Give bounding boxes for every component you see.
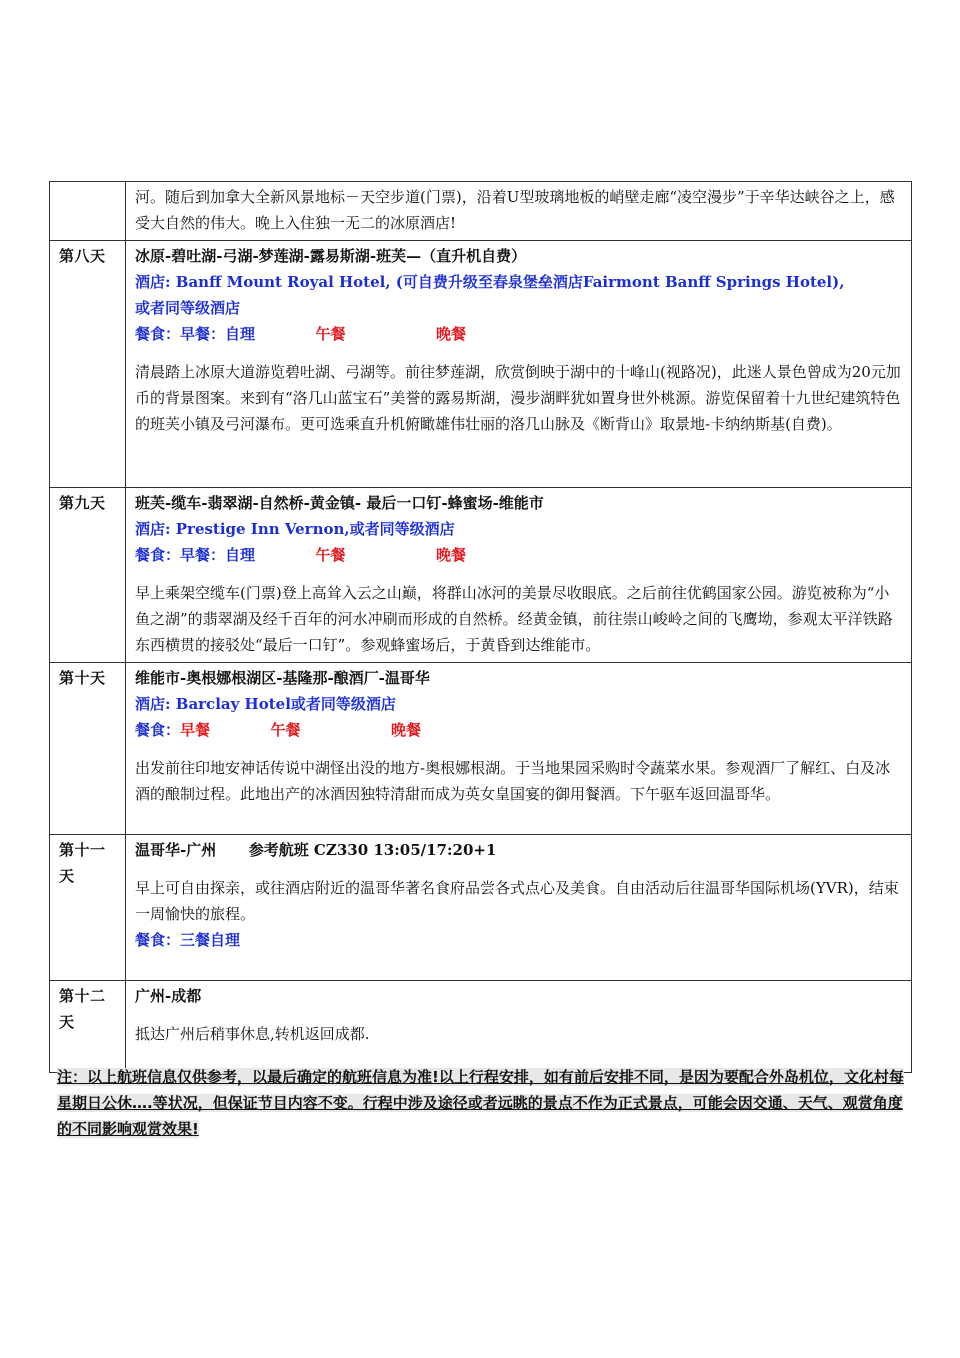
day-content [126, 241, 912, 488]
dinner-label: 晚餐 [435, 325, 466, 343]
day-content [126, 981, 912, 1073]
day-content [126, 663, 912, 835]
day-label: 第十二天 [50, 981, 126, 1073]
hotel-line: 酒店: Barclay Hotel或者同等级酒店 [135, 695, 396, 713]
day-content [126, 835, 912, 981]
flight-info: 参考航班 CZ330 13:05/17:20+1 [248, 841, 497, 859]
breakfast-label: 早餐 [180, 721, 211, 739]
route-title: 维能市-奥根娜根湖区-基隆那-酿酒厂-温哥华 [135, 669, 430, 687]
lunch-label: 午餐 [315, 325, 346, 343]
day-description [135, 755, 903, 807]
hotel-line: 酒店: Banff Mount Royal Hotel, (可自费升级至春泉堡垒酒店Fairmont Banff Springs Hotel), [135, 273, 845, 291]
route-title: 冰原-碧吐湖-弓湖-梦莲湖-露易斯湖-班芙—（直升机自费） [135, 247, 527, 265]
day-row-10 [50, 663, 912, 835]
day-row-11 [50, 835, 912, 981]
day-label: 第十一天 [50, 835, 126, 981]
route-title: 广州-成都 [135, 987, 202, 1005]
hotel-line-2: 或者同等级酒店 [135, 299, 241, 317]
day-label: 第八天 [50, 241, 126, 488]
dinner-label: 晚餐 [390, 721, 421, 739]
day-description [135, 1021, 903, 1047]
itinerary-page [49, 181, 911, 1073]
day-cell-empty [50, 182, 126, 241]
day-label: 第九天 [50, 488, 126, 663]
lunch-label: 午餐 [315, 546, 346, 564]
day-description [135, 359, 903, 437]
continued-text: 河。随后到加拿大全新风景地标－天空步道(门票)，沿着U型玻璃地板的峭壁走廊“凌空漫步”于辛华达峡谷之上，感受大自然的伟大。晚上入住独一无二的冰原酒店! [135, 188, 895, 232]
day-row-9 [50, 488, 912, 663]
description-text: 出发前往印地安神话传说中湖怪出没的地方-奥根娜根湖。于当地果园采购时令蔬菜水果。参观酒厂了解红、白及冰酒的酿制过程。此地出产的冰酒因独特清甜而成为英女皇国宴的御用餐酒。下午驱车返回温哥华。 [135, 759, 891, 803]
day-label: 第十天 [50, 663, 126, 835]
meal-line [135, 542, 903, 568]
footer-note [57, 1064, 917, 1142]
route-title [135, 837, 903, 863]
day-description [135, 580, 903, 658]
route-text: 温哥华-广州 [135, 841, 217, 859]
description-text: 抵达广州后稍事休息,转机返回成都. [135, 1025, 370, 1043]
day-description [135, 875, 903, 927]
description-text: 早上可自由探亲，或往酒店附近的温哥华著名食府品尝各式点心及美食。自由活动后往温哥华国际机场(YVR)，结束一周愉快的旅程。 [135, 879, 899, 923]
lunch-label: 午餐 [270, 721, 301, 739]
hotel-line: 酒店: Prestige Inn Vernon,或者同等级酒店 [135, 520, 455, 538]
meal-line [135, 321, 903, 347]
meal-label: 餐食： [135, 721, 181, 739]
description-text: 早上乘架空缆车(门票)登上高耸入云之山巅，将群山冰河的美景尽收眼底。之后前往优鹤国家公园。游览被称为“小鱼之湖”的翡翠湖及经千百年的河水冲刷而形成的自然桥。经黄金镇，前往崇山峻岭之间的飞鹰坳，参观太平洋铁路东西横贯的接驳处“最后一口钉”。参观蜂蜜场后，于黄昏到达维能市。 [135, 584, 893, 654]
continued-row [50, 182, 912, 241]
day-content [126, 488, 912, 663]
day-row-8 [50, 241, 912, 488]
footer-note-text: 注：以上航班信息仅供参考，以最后确定的航班信息为准!以上行程安排，如有前后安排不同，是因为要配合外岛机位，文化村每星期日公休….等状况，但保证节目内容不变。行程中涉及途径或者远眺的景点不作为正式景点，可能会因交通、天气、观赏角度的不同影响观赏效果! [57, 1068, 904, 1138]
meal-line [135, 717, 903, 743]
route-title: 班芙-缆车-翡翠湖-自然桥-黄金镇- 最后一口钉-蜂蜜场-维能市 [135, 494, 544, 512]
dinner-label: 晚餐 [435, 546, 466, 564]
meal-label: 餐食：早餐：自理 [135, 325, 256, 343]
meal-note: 餐食：三餐自理 [135, 931, 241, 949]
meal-label: 餐食：早餐：自理 [135, 546, 256, 564]
itinerary-table [49, 181, 912, 1073]
description-text: 清晨踏上冰原大道游览碧吐湖、弓湖等。前往梦莲湖，欣赏倒映于湖中的十峰山(视路况)，此迷人景色曾成为20元加币的背景图案。来到有“洛几山蓝宝石”美誉的露易斯湖，漫步湖畔犹如置身世外桃源。游览保留着十九世纪建筑特色的班芙小镇及弓河瀑布。更可选乘直升机俯瞰雄伟壮丽的洛几山脉及《断背山》取景地-卡纳纳斯基(自费)。 [135, 363, 901, 433]
continued-cell [126, 182, 912, 241]
day-row-12 [50, 981, 912, 1073]
